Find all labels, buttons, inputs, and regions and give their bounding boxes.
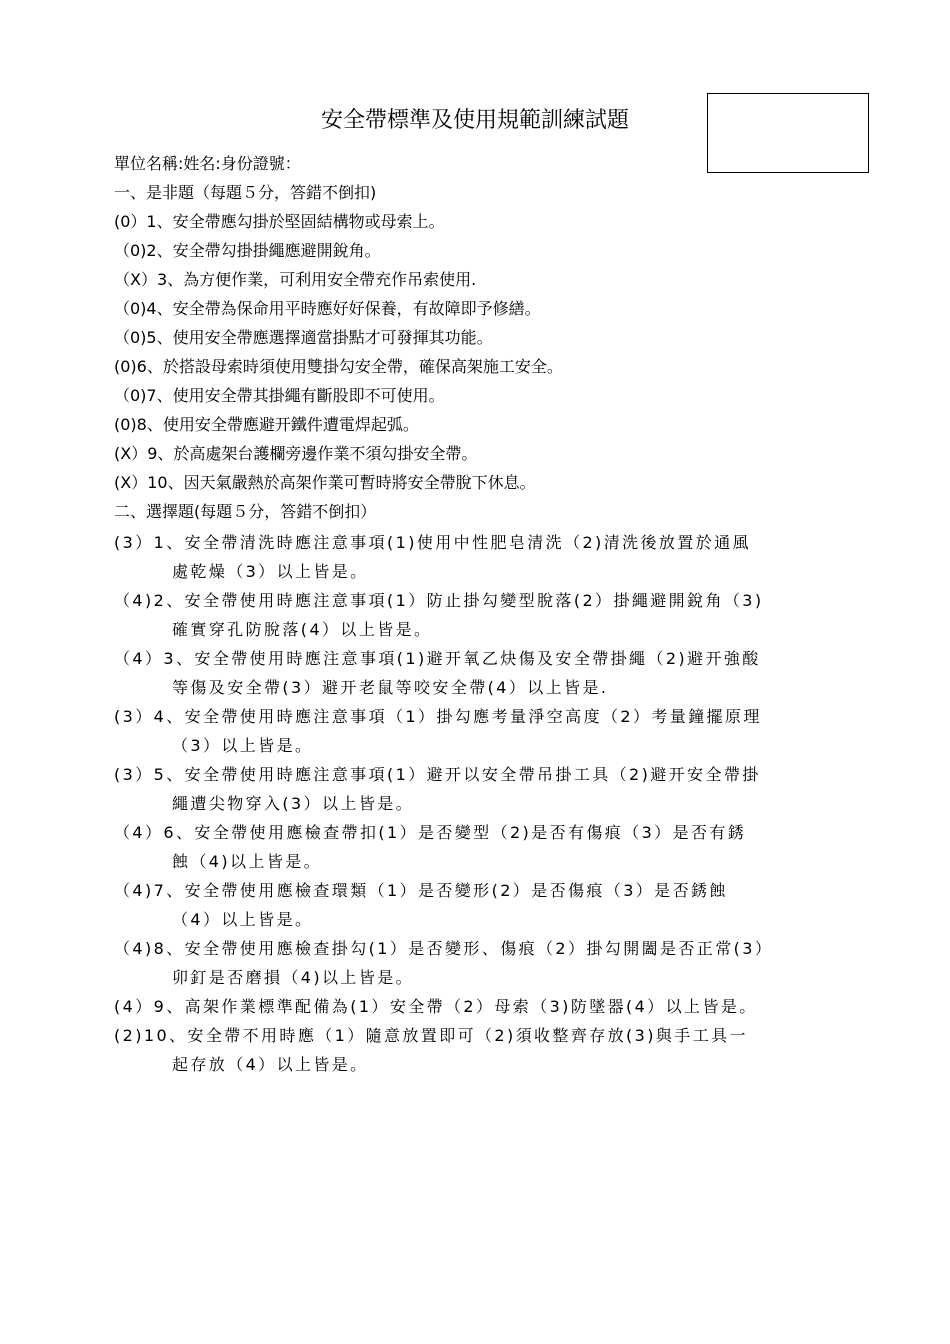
choice-item-10-cont: 起存放（4）以上皆是。 [172, 1055, 369, 1074]
true-false-item-4: （0)4、安全帶為保命用平時應好好保養，有故障即予修繕。 [114, 299, 541, 318]
true-false-item-10: (X）10、因天氣嚴熱於高架作業可暫時將安全帶脫下休息。 [114, 473, 536, 492]
true-false-item-3: （X）3、為方便作業，可利用安全帶充作吊索使用. [114, 270, 477, 289]
choice-item-2-cont: 確實穿孔防脫落(4）以上皆是。 [172, 620, 433, 639]
choice-item-10: (2)10、安全帶不用時應（1）隨意放置即可（2)須收整齊存放(3)與手工具一 [114, 1026, 748, 1045]
true-false-item-1: (0）1、安全帶應勾掛於堅固結構物或母索上。 [114, 212, 445, 231]
choice-item-4-cont: （3）以上皆是。 [172, 736, 314, 755]
choice-item-1-cont: 處乾燥（3）以上皆是。 [172, 562, 369, 581]
section1-heading: 一、是非題（每題５分，答錯不倒扣) [114, 183, 377, 202]
true-false-item-6: (0)6、於搭設母索時須使用雙掛勾安全帶，確保高架施工安全。 [114, 357, 563, 376]
choice-item-4: (3）4、安全帶使用時應注意事項（1）掛勾應考量淨空高度（2）考量鐘擺原理 [114, 707, 762, 726]
choice-item-2: （4)2、安全帶使用時應注意事項(1）防止掛勾變型脫落(2）掛繩避開銳角（3) [114, 591, 764, 610]
true-false-item-7: （0)7、使用安全帶其掛繩有斷股即不可使用。 [114, 386, 445, 405]
choice-item-5-cont: 繩遭尖物穿入(3）以上皆是。 [172, 794, 415, 813]
choice-item-8: （4)8、安全帶使用應檢查掛勾(1）是否變形、傷痕（2）掛勾開闔是否正常(3） [114, 939, 774, 958]
choice-item-6-cont: 蝕（4)以上皆是。 [172, 852, 323, 871]
page-title: 安全帶標準及使用規範訓練試題 [320, 108, 629, 133]
choice-item-5: (3）5、安全帶使用時應注意事項(1）避开以安全帶吊掛工具（2)避开安全帶掛 [114, 765, 761, 784]
true-false-item-9: (X）9、於高處架台護欄旁邊作業不須勾掛安全帶。 [114, 444, 478, 463]
choice-item-3-cont: 等傷及安全帶(3）避开老鼠等咬安全帶(4）以上皆是. [172, 678, 609, 697]
section2-heading: 二、選擇題(每題５分，答錯不倒扣） [114, 502, 377, 521]
choice-item-1: (3）1、安全帶清洗時應注意事項(1)使用中性肥皂清洗（2)清洗後放置於通風 [114, 533, 751, 552]
true-false-item-5: （0)5、使用安全帶應選擇適當掛點才可發揮其功能。 [114, 328, 493, 347]
info-line: 單位名稱:姓名:身份證號： [114, 154, 301, 173]
choice-item-9: (4）9、高架作業標準配備為(1）安全帶（2）母索（3)防墜器(4）以上皆是。 [114, 997, 758, 1016]
choice-item-8-cont: 卯釘是否磨損（4)以上皆是。 [172, 968, 415, 987]
choice-item-7: （4)7、安全帶使用應檢查環類（1）是否變形(2）是否傷痕（3）是否銹蝕 [114, 881, 728, 900]
score-box [707, 93, 869, 173]
choice-item-6: （4）6、安全帶使用應檢查帶扣(1）是否變型（2)是否有傷痕（3）是否有銹 [114, 823, 747, 842]
choice-item-3: （4）3、安全帶使用時應注意事項(1)避开氧乙炔傷及安全帶掛繩（2)避开強酸 [114, 649, 761, 668]
true-false-item-8: (0)8、使用安全帶應避开鐵件遭電焊起弧。 [114, 415, 419, 434]
true-false-item-2: （0)2、安全帶勾掛掛繩應避開銳角。 [114, 241, 381, 260]
choice-item-7-cont: （4）以上皆是。 [172, 910, 314, 929]
